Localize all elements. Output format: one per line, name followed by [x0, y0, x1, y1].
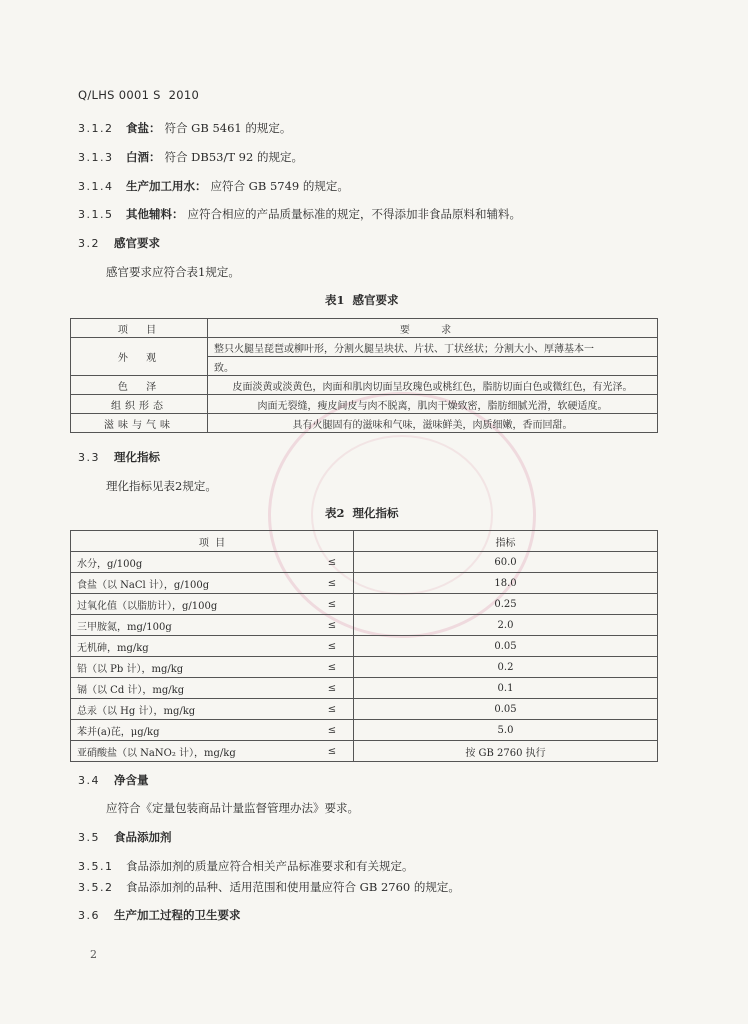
table-cell-requirement: 皮面淡黄或淡黄色，肉面和肌肉切面呈玫瑰色或桃红色，脂肪切面白色或微红色，有光泽。: [208, 376, 658, 395]
table-header-cell: 项 目: [71, 531, 354, 552]
table-cell-requirement: 整只火腿呈琵琶或柳叶形，分割火腿呈块状、片状、丁状丝状；分割大小、厚薄基本一: [208, 338, 658, 357]
table1-caption: 表1 感官要求: [325, 293, 399, 307]
table-row: [71, 594, 658, 615]
clause-3-1-5: 3.1.5 其他辅料： 应符合相应的产品质量标准的规定，不得添加非食品原料和辅料。: [78, 207, 521, 221]
table-header-cell: 要 求: [208, 319, 658, 338]
table-row: [71, 573, 658, 594]
clause-3-5-1: 3.5.1 食品添加剂的质量应符合相关产品标准要求和有关规定。: [78, 859, 414, 873]
table-cell-sign: ≤: [311, 678, 354, 699]
table-row: [71, 615, 658, 636]
table-row: [71, 414, 658, 433]
table-header-cell: 指标: [354, 531, 658, 552]
section-3-4-paragraph: 应符合《定量包装商品计量监督管理办法》要求。: [106, 801, 359, 815]
table-cell-item: 水分，g/100g: [71, 552, 312, 573]
table-cell-value: 按 GB 2760 执行: [354, 741, 658, 762]
table-cell-item: 苯并(a)芘，μg/kg: [71, 720, 312, 741]
page-number: 2: [90, 948, 97, 961]
table-cell-sign: ≤: [311, 615, 354, 636]
table-cell-sign: ≤: [311, 720, 354, 741]
table-cell-value: 0.1: [354, 678, 658, 699]
table-row: [71, 657, 658, 678]
table-cell-value: 5.0: [354, 720, 658, 741]
table-row: [71, 741, 658, 762]
table-cell-requirement: 具有火腿固有的滋味和气味，滋味鲜美，肉质细嫩，香而回甜。: [208, 414, 658, 433]
table-row: [71, 699, 658, 720]
physicochemical-indicators-table: [70, 530, 658, 762]
table-cell-requirement: 肉面无裂缝，瘦皮间皮与肉不脱离，肌肉干燥致密，脂肪细腻光滑，软硬适度。: [208, 395, 658, 414]
section-3-6-heading: 3.6 生产加工过程的卫生要求: [78, 908, 241, 922]
section-3-3-paragraph: 理化指标见表2规定。: [106, 479, 217, 493]
table-cell-item: 亚硝酸盐（以 NaNO₂ 计），mg/kg: [71, 741, 312, 762]
table-row: [71, 636, 658, 657]
table-cell-value: 0.05: [354, 699, 658, 720]
table-cell-value: 0.05: [354, 636, 658, 657]
table-cell-item: 食盐（以 NaCl 计），g/100g: [71, 573, 312, 594]
table-row: [71, 678, 658, 699]
section-3-2-paragraph: 感官要求应符合表1规定。: [106, 265, 240, 279]
clause-3-1-4: 3.1.4 生产加工用水： 应符合 GB 5749 的规定。: [78, 179, 349, 193]
table-row: [71, 552, 658, 573]
table-cell-sign: ≤: [311, 636, 354, 657]
table-row: [71, 376, 658, 395]
table-row: [71, 720, 658, 741]
section-3-2-heading: 3.2 感官要求: [78, 236, 160, 250]
table-cell-item: 总汞（以 Hg 计），mg/kg: [71, 699, 312, 720]
section-3-4-heading: 3.4 净含量: [78, 773, 149, 787]
table-cell-item: 滋味与气味: [71, 414, 208, 433]
table-header-cell: 项 目: [71, 319, 208, 338]
table-cell-value: 0.25: [354, 594, 658, 615]
table2-caption: 表2 理化指标: [325, 506, 399, 520]
table-cell-sign: ≤: [311, 552, 354, 573]
table-cell-requirement: 致。: [208, 357, 658, 376]
table-cell-value: 0.2: [354, 657, 658, 678]
table-cell-sign: ≤: [311, 573, 354, 594]
table-row: [71, 338, 658, 357]
table-cell-item: 外 观: [71, 338, 208, 376]
document-number: Q/LHS 0001 S 2010: [78, 88, 200, 102]
table-cell-value: 18.0: [354, 573, 658, 594]
table-cell-value: 2.0: [354, 615, 658, 636]
table-cell-item: 色 泽: [71, 376, 208, 395]
table-cell-sign: ≤: [311, 699, 354, 720]
table-cell-sign: ≤: [311, 741, 354, 762]
table-cell-sign: ≤: [311, 594, 354, 615]
clause-3-1-3: 3.1.3 白酒： 符合 DB53/T 92 的规定。: [78, 150, 303, 164]
table-row: [71, 395, 658, 414]
table-cell-item: 三甲胺氮，mg/100g: [71, 615, 312, 636]
sensory-requirements-table: [70, 318, 658, 433]
table-header-row: [71, 531, 658, 552]
table-cell-item: 无机砷，mg/kg: [71, 636, 312, 657]
table-cell-item: 镉（以 Cd 计），mg/kg: [71, 678, 312, 699]
table-cell-item: 过氧化值（以脂肪计），g/100g: [71, 594, 312, 615]
table-header-row: [71, 319, 658, 338]
clause-3-5-2: 3.5.2 食品添加剂的品种、适用范围和使用量应符合 GB 2760 的规定。: [78, 880, 460, 894]
section-3-5-heading: 3.5 食品添加剂: [78, 830, 172, 844]
section-3-3-heading: 3.3 理化指标: [78, 450, 160, 464]
clause-3-1-2: 3.1.2 食盐： 符合 GB 5461 的规定。: [78, 121, 292, 135]
table-cell-sign: ≤: [311, 657, 354, 678]
table-cell-item: 组织形态: [71, 395, 208, 414]
table-cell-value: 60.0: [354, 552, 658, 573]
table-cell-item: 铅（以 Pb 计），mg/kg: [71, 657, 312, 678]
